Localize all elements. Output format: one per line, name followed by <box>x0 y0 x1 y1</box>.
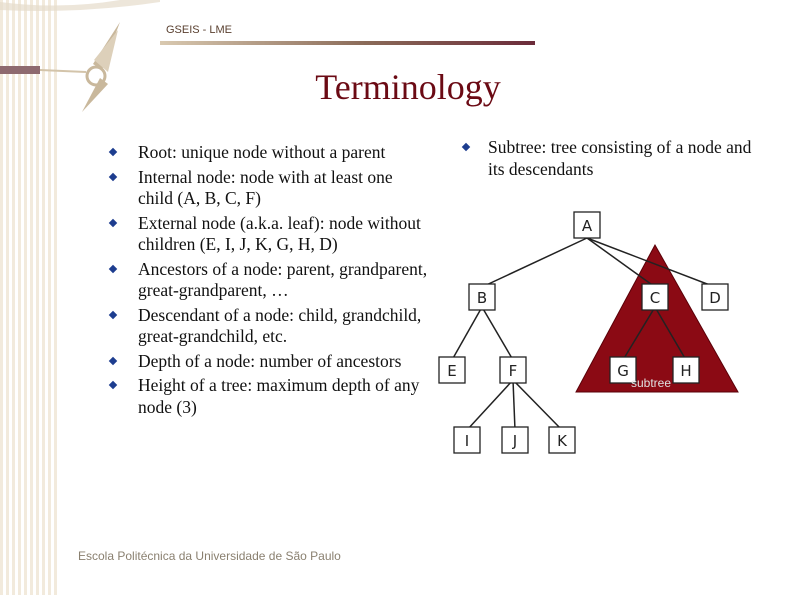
header-label: GSEIS - LME <box>166 24 233 36</box>
footer-institution: Escola Politécnica da Universidade de São Paulo <box>78 549 341 563</box>
node-k: K <box>557 432 567 450</box>
subtree-label: subtree <box>630 376 672 390</box>
edge <box>513 380 562 430</box>
list-item: Ancestors of a node: parent, grandparent, great-grandparent, … <box>108 259 428 302</box>
node-j: J <box>512 432 518 450</box>
slide-title: Terminology <box>315 67 501 107</box>
list-item: External node (a.k.a. leaf): node without children (E, I, J, K, G, H, D) <box>108 213 428 256</box>
edge <box>467 380 513 430</box>
list-item: Depth of a node: number of ancestors <box>108 351 428 373</box>
node-f: F <box>508 362 518 380</box>
edge <box>482 238 587 287</box>
list-item: Root: unique node without a parent <box>108 142 428 164</box>
node-c: C <box>649 289 661 307</box>
node-h: H <box>680 362 692 380</box>
node-b: B <box>476 289 488 307</box>
subtree-definition: Subtree: tree consisting of a node and its descendants <box>458 137 768 180</box>
list-item: Descendant of a node: child, grandchild, great-grandchild, etc. <box>108 305 428 348</box>
edge <box>513 380 515 430</box>
node-e: E <box>447 362 457 380</box>
edge <box>452 307 482 360</box>
node-i: I <box>464 432 470 450</box>
list-item: Internal node: node with at least one child (A, B, C, F) <box>108 167 428 210</box>
node-a: A <box>581 217 593 235</box>
node-g: G <box>617 362 629 380</box>
subtree-triangle <box>576 245 738 392</box>
edge <box>587 238 655 287</box>
node-d: D <box>709 289 721 307</box>
list-item: Height of a tree: maximum depth of any node (3) <box>108 375 428 418</box>
edge <box>482 307 513 360</box>
